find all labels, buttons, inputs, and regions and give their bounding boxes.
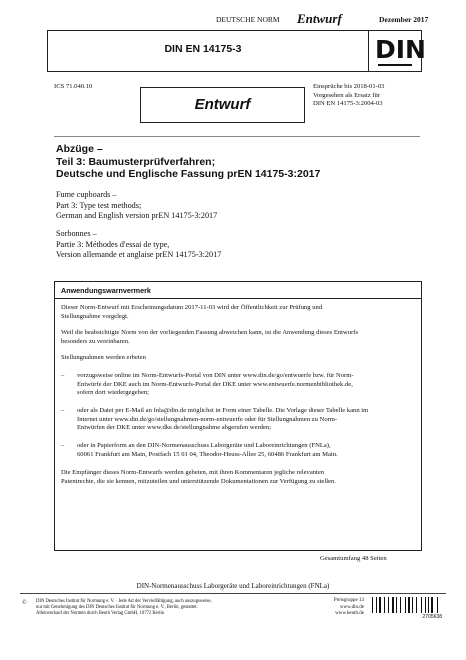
committee-name: DIN-Normenausschuss Laborgeräte und Laboreinrichtungen (FNLa) (136, 582, 330, 590)
warning-heading: Anwendungswarnvermerk (61, 286, 151, 295)
dash-icon: – (61, 442, 65, 449)
objection-block (313, 83, 384, 109)
barcode-bar (388, 597, 389, 613)
title-bar (47, 30, 426, 72)
barcode-bar (437, 597, 438, 613)
barcode-bar (384, 597, 386, 613)
price-line: www.din.de (339, 604, 364, 610)
english-title (56, 190, 217, 222)
bullet-line: Entwürfen der DKE unter www.dke.de/stellungnahme abgerufen werden; (77, 424, 272, 432)
footer-rule (20, 593, 446, 594)
din-logo (375, 35, 426, 67)
ics-code: ICS 71.040.10 (54, 83, 93, 90)
page-count: Gesamtumfang 48 Seiten (320, 555, 387, 562)
barcode-bar (421, 597, 423, 613)
paragraph-line: Dieser Norm-Entwurf mit Erscheinungsdatum 2017-11-03 wird der Öffentlichkeit zur Prüfung und (61, 304, 323, 311)
objection-line: Einsprüche bis 2018-01-03 (313, 83, 385, 90)
din-logo-text: DIN (375, 35, 426, 64)
barcode-bar (416, 597, 417, 613)
norm-label: DEUTSCHE NORM (216, 15, 280, 24)
doc-number: 2705638 (422, 614, 442, 620)
barcode-bar (408, 597, 410, 613)
entwurf-box (140, 87, 305, 123)
entwurf-box-label: Entwurf (194, 96, 251, 113)
english-title-line: German and English version prEN 14175-3:2017 (56, 211, 218, 220)
barcode-bar (376, 597, 377, 613)
din-logo-line (378, 64, 412, 66)
warning-paragraph: Stellungnahmen werden erbeten (61, 354, 146, 361)
barcode-bar (431, 597, 433, 613)
warning-divider (55, 298, 421, 299)
bullet-line: Internet unter www.din.de/go/stellungnahmen-norm-entwuerfe oder für Stellungnahmen zu Norm- (77, 415, 338, 423)
barcode-bar (396, 597, 397, 613)
barcode-bar (425, 597, 426, 613)
bullet-line: sofern dort wiedergegeben; (77, 389, 150, 397)
warning-paragraph (61, 469, 336, 486)
french-title (56, 229, 221, 261)
barcode-bar (379, 597, 381, 613)
separator (54, 136, 420, 137)
warning-box (54, 281, 422, 551)
german-title-line: Deutsche und Englische Fassung prEN 14175-3:2017 (56, 168, 321, 180)
objection-line: DIN EN 14175-3:2004-03 (313, 100, 383, 108)
copyright-symbol: © (22, 600, 27, 606)
bullet-item (61, 407, 421, 437)
bullet-item (61, 442, 421, 462)
bullet-item (61, 372, 421, 402)
english-title-line: Part 3: Type test methods; (56, 200, 142, 210)
paragraph-line: besonders zu vereinbaren. (61, 337, 130, 345)
french-title-line: Sorbonnes – (56, 229, 97, 238)
dash-icon: – (61, 372, 65, 379)
barcode-bar (405, 597, 406, 613)
bullet-line: Entwürfe der DKE auch im Norm-Entwurfs-Portal der DKE unter www.entwuerfe.normenbibliothek.de, (77, 380, 353, 388)
norm-number: DIN EN 14175-3 (164, 43, 242, 55)
french-title-line: Partie 3: Méthodes d'essai de type, (56, 239, 170, 249)
copyright-line: Alleinverkauf der Normen durch Beuth Verlag GmbH, 10772 Berlin (36, 611, 165, 616)
price-line: www.beuth.de (335, 611, 364, 617)
paragraph-line: Stellungnahme vorgelegt. (61, 312, 129, 320)
copyright-line: nur mit Genehmigung des DIN Deutsches Institut für Normung e. V., Berlin, gestattet. (36, 605, 198, 610)
german-title-line: Abzüge – (56, 143, 103, 155)
price-block (316, 598, 364, 618)
paragraph-line: Patentrechte, die sie kennen, mitzuteilen und unterstützende Dokumentationen zur Verfügung zu stellen. (61, 477, 336, 485)
barcode-bar (428, 597, 429, 613)
copyright-line: DIN Deutsches Institut für Normung e. V. · Jede Art der Vervielfältigung, auch auszugsweise, (36, 599, 212, 604)
warning-paragraph (61, 329, 358, 346)
date-label: Dezember 2017 (379, 15, 429, 24)
warning-paragraph (61, 304, 322, 321)
status-label: Entwurf (297, 11, 342, 26)
german-title-line: Teil 3: Baumusterprüfverfahren; (56, 155, 216, 168)
bullet-line: 60061 Frankfurt am Main, Postfach 15 01 04, Theodor-Heuss-Allee 25, 60486 Frankfurt am Main. (77, 450, 338, 458)
barcode-bar (400, 597, 401, 613)
price-line: Preisgruppe 13 (333, 598, 364, 603)
bullet-line: oder als Datei per E-Mail an fnla@din.de möglichst in Form einer Tabelle. Die Vorlage dieser Tabelle kann im (77, 407, 369, 414)
title-bar-divider (368, 31, 369, 71)
barcode-bar (412, 597, 414, 613)
barcode-bar (372, 597, 373, 613)
bullet-line: vorzugsweise online im Norm-Entwurfs-Portal von DIN unter www.din.de/go/entwuerfe bzw. für Norm- (77, 372, 354, 379)
paragraph-line: Die Empfänger dieses Norm-Entwurfs werden gebeten, mit ihren Kommentaren jegliche relevanten (61, 469, 325, 476)
barcode (372, 597, 442, 613)
german-title (56, 143, 320, 181)
barcode-bar (392, 597, 394, 613)
bullet-line: oder in Papierform an den DIN-Normenausschuss Laborgeräte und Laboreinrichtungen (FNLa), (77, 442, 331, 449)
paragraph-line: Weil die beabsichtigte Norm von der vorliegenden Fassung abweichen kann, ist die Anwendung dieses Entwurfs (61, 329, 359, 336)
english-title-line: Fume cupboards – (56, 190, 117, 199)
french-title-line: Version allemande et anglaise prEN 14175-3:2017 (56, 250, 222, 259)
objection-line: Vorgesehen als Ersatz für (313, 91, 380, 99)
dash-icon: – (61, 407, 65, 414)
copyright-block (36, 599, 212, 617)
